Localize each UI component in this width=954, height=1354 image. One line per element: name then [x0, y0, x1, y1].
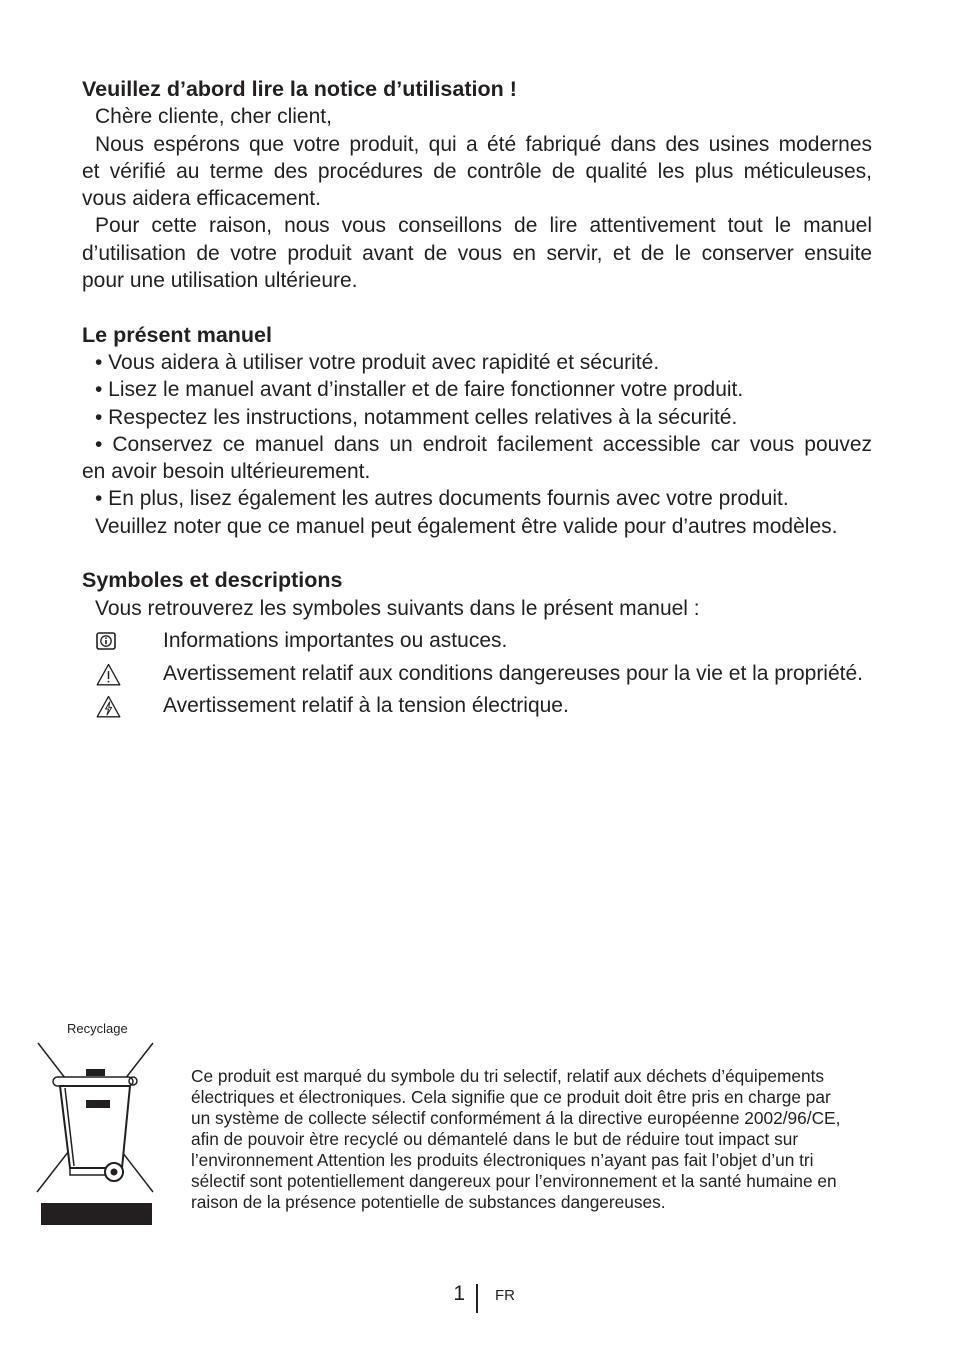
intro-heading: Veuillez d’abord lire la notice d’utilisation ! [82, 77, 517, 101]
footer-divider [476, 1284, 478, 1313]
greeting-line: Chère cliente, cher client, [95, 105, 332, 129]
spacer [82, 540, 872, 567]
symbol-item [82, 625, 872, 658]
intro-paragraph-line: Nous espérons que votre produit, qui a été fabriqué dans des usines modernes [95, 132, 872, 156]
symbols-intro: Vous retrouverez les symboles suivants dans le présent manuel : [95, 596, 700, 620]
recycling-text-line: un système de collecte sélectif conformément á la directive européenne 2002/96/CE, [191, 1108, 841, 1128]
symbol-description: Informations importantes ou astuces. [163, 629, 508, 652]
intro-paragraph-line: d’utilisation de votre produit avant de vous en servir, et de le conserver ensuite [82, 241, 872, 265]
warning-triangle-icon [96, 663, 121, 686]
info-icon [96, 632, 116, 650]
recycling-text-line: raison de la présence potentielle de substances dangereuses. [191, 1192, 666, 1212]
recycling-text [191, 1066, 840, 1213]
recycling-text-line: sélectif sont potentiellement dangereux pour l’environnement et la santé humaine en [191, 1171, 837, 1191]
symbols-list [82, 625, 872, 723]
recycling-text-line: afin de pouvoir ètre recyclé ou démantelé dans le but de réduire tout impact sur [191, 1129, 799, 1149]
manual-bullet-line: • Conservez ce manuel dans un endroit facilement accessible car vous pouvez [95, 432, 872, 456]
document-body [82, 76, 872, 622]
manual-note-line: Veuillez noter que ce manuel peut également être valide pour d’autres modèles. [95, 514, 838, 538]
manual-bullet-line: • Respectez les instructions, notamment celles relatives à la sécurité. [95, 405, 738, 429]
language-code: FR [495, 1287, 515, 1304]
crossed-out-wheelie-bin-icon [34, 1038, 158, 1228]
intro-paragraph-line: et vérifié au terme des procédures de contrôle de qualité les plus méticuleuses, [82, 159, 872, 183]
recycling-text-line: l’environnement Attention les produits électroniques n’ayant pas fait l’objet d’un tri [191, 1150, 814, 1170]
recycling-text-line: Ce produit est marqué du symbole du tri selectif, relatif aux déchets d’équipements [191, 1066, 825, 1086]
recycling-label: Recyclage [67, 1021, 128, 1036]
page-number: 1 [453, 1282, 465, 1305]
intro-paragraph-line: vous aidera efficacement. [82, 187, 321, 211]
symbol-description: Avertissement relatif à la tension électrique. [163, 694, 569, 717]
manual-bullet-line: • Lisez le manuel avant d’installer et de faire fonctionner votre produit. [95, 378, 744, 402]
manual-bullet-line: • En plus, lisez également les autres documents fournis avec votre produit. [95, 487, 789, 511]
spacer [82, 294, 872, 321]
symbol-description: Avertissement relatif aux conditions dangereuses pour la vie et la propriété. [163, 661, 864, 685]
intro-paragraph-line: Pour cette raison, nous vous conseillons de lire attentivement tout le manuel [95, 214, 872, 238]
manual-heading: Le présent manuel [82, 322, 272, 347]
manual-bullet-line: en avoir besoin ultérieurement. [82, 460, 371, 484]
symbol-item [82, 658, 872, 691]
intro-paragraph-line: pour une utilisation ultérieure. [82, 269, 358, 293]
manual-bullet-line: • Vous aidera à utiliser votre produit avec rapidité et sécurité. [95, 350, 660, 374]
symbols-heading: Symboles et descriptions [82, 568, 343, 593]
electric-shock-warning-icon [96, 695, 121, 718]
symbol-item [82, 690, 872, 723]
recycling-text-line: électriques et électroniques. Cela signifie que ce produit doit être pris en charge par [191, 1087, 831, 1107]
